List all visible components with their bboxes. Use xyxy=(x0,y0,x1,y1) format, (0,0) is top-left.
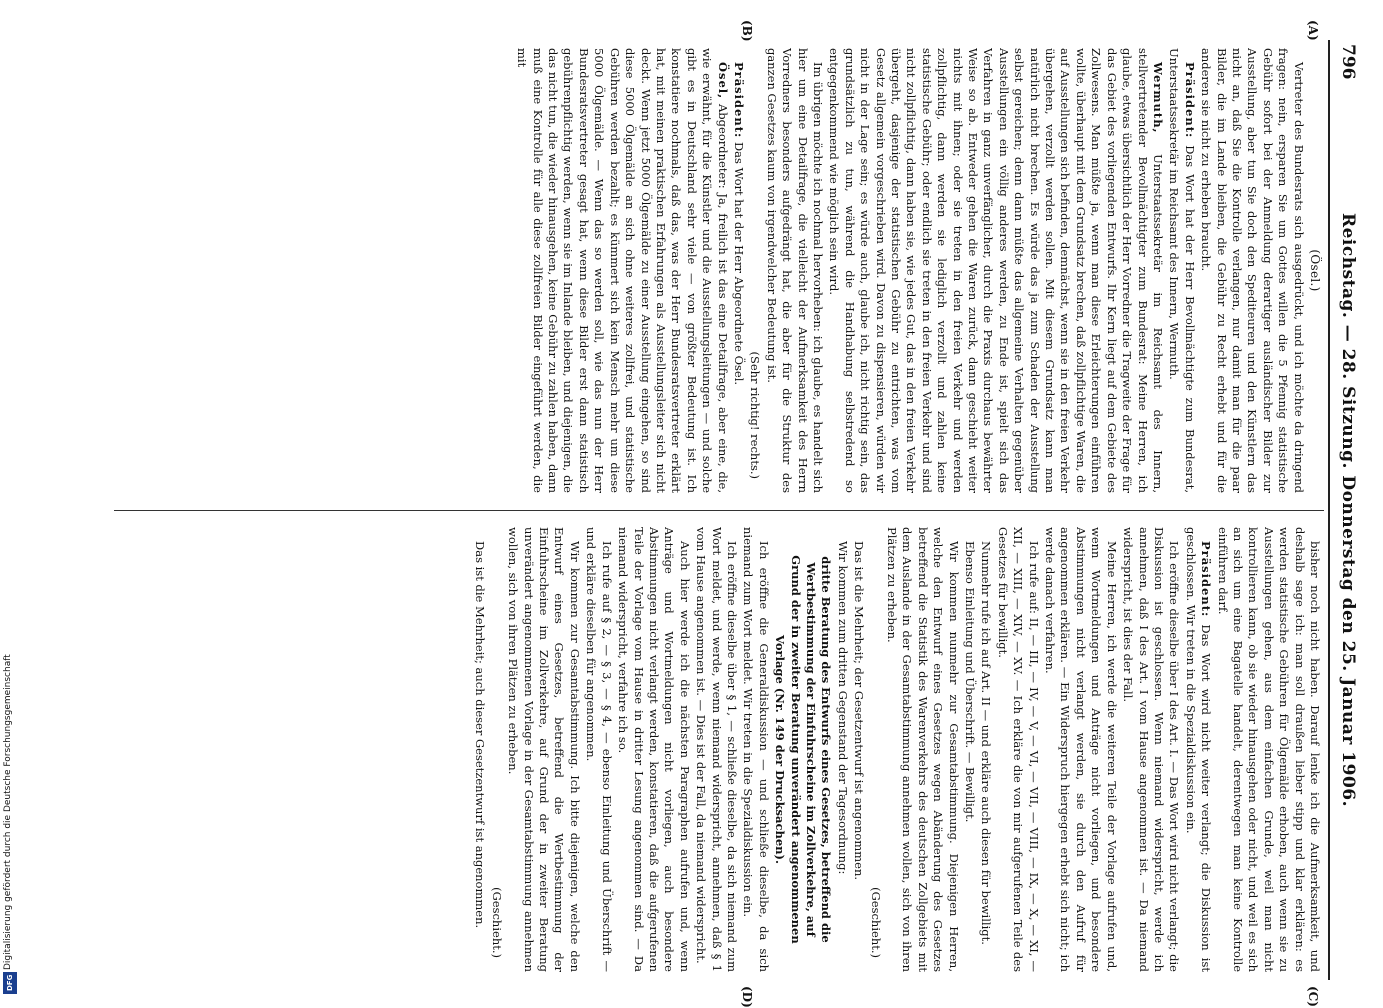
speech-paragraph xyxy=(514,48,730,493)
margin-letter-d: (D) xyxy=(740,986,754,1008)
body-paragraph: Im übrigen möchte ich nochmal hervorheben: ich glaube, es handelt sich hier um eine Detailfrage, die vielleicht der Aufmerksamkeit des Herrn Vorredners besonders aufgedrängt hat, die aber für die Struktur des ganzen Gesetzes kaum von irgendwelcher Bedeutung ist. xyxy=(764,48,825,493)
speech-text: Das Wort hat der Herr Abgeordnete Ösel. xyxy=(731,141,746,386)
body-paragraph: Ich eröffne dieselbe über I des Art. I. — Das Wort wird nicht verlangt; die Diskussion ist geschlossen. Wenn niemand widerspricht, werde ich annehmen, daß I des Art. I vom Hause angenommen ist. — Da niemand widerspricht, ist dies der Fall. xyxy=(1121,527,1182,972)
speech-paragraph xyxy=(1182,527,1213,972)
body-paragraph: bisher noch nicht haben. Darauf lenke ich die Aufmerksamkeit, und deshalb sage ich: man soll draußen lieber stipp und klar erklären: es werden statistische Gebühren für Ölgemälde erhoben, auch wenn sie zu Ausstellungen gehen, aus dem einfachen Grunde, weil man nicht kontrollieren kann, ob sie wieder hinausgehen oder nicht, und weil es sich an sich um eine Bagatelle handelt, derentwegen man keine Kontrolle einführen darf. xyxy=(1215,527,1322,972)
body-paragraph: Das ist die Mehrheit; auch dieser Gesetzentwurf ist angenommen. xyxy=(473,541,488,929)
speech-text: Unterstaatssekretär im Reichsamt des Innern, stellvertretender Bevollmächtigter zum Bundesrat: Meine Herren, ich glaube, etwas übersichtlich der Herr Vorredner die Tragweite der Frage für das Gebiet des vorliegenden Entwurfs. Ihr Kern liegt auf dem Gebiete des Zollwesens. Man müßte ja, wenn man diese Erleichterungen einführen wollte, überhaupt mit dem Grundsatz brechen, daß zollpflichtige Waren, die auf Ausstellungen sich befinden, demnächst, wenn sie in den freien Verkehr übergehen, verzollt werden sollen. Mit diesem Grundsatz kann man natürlich nicht brechen. Es würde das ja zum Schaden der Ausstellung selbst gereichen; denn dann müßte das allgemeine Verhalten gegenüber Ausstellungen ein völlig anderes werden, zu Ende ist, spielt sich das Verfahren in ganz unverfänglicher, durch die Praxis durchaus bewährter Weise so ab. Entweder gehen die Waren zurück, dann geschieht weiter nichts mit ihnen; oder sie treten in den freien Verkehr und werden zollpflichtig, dann werden sie lediglich verzollt und zahlen keine statistische Gebühr; oder endlich sie treten in den freien Verkehr und sind nicht zollpflichtig, dann haben sie, wie jedes Gut, das in den freien Verkehr übergeht, dasjenige der statistischen Gebühr zu entrichten, was vom Gesetz allgemein vorgeschrieben wird. Davon zu dispensieren, würden wir nicht in der Lage sein; es würde auch, glaube ich, nicht richtig sein, das grundsätzlich zu tun, während die Handhabung selbstredend so entgegenkommend wie möglich sein wird. xyxy=(827,48,1165,493)
running-title: Reichstag. — 28. Sitzung. Donnerstag den 25. Januar 1906. xyxy=(1338,212,1358,808)
digitization-note: Digitalisierung gefördert durch die Deutsche Forschungsgemeinschaft xyxy=(3,654,13,970)
body-paragraph: Ich rufe auf: II, — III, — IV, — V, — VI, — VII, — VIII, — IX, — X, — XI, — XII, — XIII, — XIV, — XV. — Ich erkläre die von mir aufgerufenen Teile des Gesetzes für bewilligt. xyxy=(995,527,1041,972)
body-paragraph: Meine Herren, ich werde die weiteren Teile der Vorlage aufrufen und, wenn Wortmeldungen und Anträge nicht vorliegen, und besondere Abstimmungen nicht verlangt werden, sie durch den Aufruf für angenommen erklären. — Ein Widerspruch hiergegen erhebt sich nicht; ich werde danach verfahren. xyxy=(1043,527,1119,972)
body-paragraph: Auch hier werde ich die nächsten Paragraphen aufrufen und, wenn Anträge und Wortmeldungen nicht vorliegen, auch besondere Abstimmungen nicht verlangt werden, konstatieren, daß die aufgerufenen Teile der Vorlage vom Hause in dritter Lesung angenommen sind. — Da niemand widerspricht, verfahre ich so. xyxy=(616,527,692,972)
speaker-tag: (Ösel.) xyxy=(1308,249,1322,292)
agenda-item: dritte Beratung des Entwurfs eines Gesetzes, betreffend die Wertbestimmung der Einfuhrscheine im Zollverkehre, auf Grund der in zweiter Beratung unverändert angenommenen Vorlage (Nr. 149 der Drucksachen). xyxy=(773,555,834,944)
speech-paragraph xyxy=(1166,48,1197,493)
speaker-name: Präsident: xyxy=(731,62,746,139)
right-column xyxy=(107,527,1322,972)
speaker-name: Präsident: xyxy=(1182,62,1197,139)
margin-letter-a: (A) xyxy=(1306,20,1320,41)
body-paragraph: Wir kommen zur Gesamtabstimmung. Ich bitte diejenigen, welche den Entwurf eines Gesetzes, betreffend die Wertbestimmung der Einfuhrscheine im Zollverkehre, auf Grund der in zweiter Beratung unverändert angenommenen Vorlage in der Gesamtabstimmung annehmen wollen, sich von ihren Plätzen zu erheben. xyxy=(506,527,582,972)
speaker-name: Präsident: xyxy=(1199,541,1214,618)
column-rule xyxy=(114,510,1324,511)
speech-text: Abgeordneter: Ja, freilich ist das eine Detailfrage, aber eine, die, wie erwähnt, für die Künstler und die Ausstellungsleitungen — und solche gibt es in Deutschland sehr viele — von größter Bedeutung ist. Ich konstatiere nochmals, daß das, was der Herr Bundesratsvertreter erklärt hat, mit meinen praktischen Erfahrungen als Ausstellungsleiter sich nicht deckt. Wenn jetzt 5000 Ölgemälde zu einer Ausstellung eingehen, so sind diese 5000 Ölgemälde an sich ohne weiteres zollfrei, und statistische Gebühren werden bezahlt; es kümmert sich kein Mensch mehr um diese 5000 Ölgemälde. — Wenn das so werden soll, wie das nun der Herr Bundesratsvertreter gesagt hat, wenn diese Bilder erst dann statistisch gebührenpflichtig werden, wenn sie im Inlande bleiben, und diejenigen, die das nicht tun, die wieder hinausgehen, keine Gebühr zu zahlen haben, dann muß eine Kontrolle für alle diese zollfreien Bilder eingeführt werden, die mit xyxy=(515,48,730,493)
body-paragraph: Das ist die Mehrheit; der Gesetzentwurf ist angenommen. xyxy=(852,541,867,881)
left-column xyxy=(107,48,1322,493)
body-paragraph: Vertreter des Bundesrats sich ausgedrückt, und ich möchte da dringend fragen: nein, ersparen Sie um Gottes willen die 5 Pfennig statistische Gebühr sofort bei der Anmeldung derartiger ausländischer Bilder zur Ausstellung, aber tun Sie doch den Spediteuren und den Künstlern das nicht an, daß Sie die Kontrolle verlangen, nur damit man für die paar Bilder, die im Lande bleiben, die Gebühr zu Recht erhebt und für die anderen sie nicht zu erheben braucht. xyxy=(1199,48,1306,493)
page-number: 796 xyxy=(1338,44,1358,80)
margin-letter-c: (C) xyxy=(1306,986,1320,1007)
speech-text: Das Wort wird nicht weiter verlangt; die Diskussion ist geschlossen. Wir treten in die Spezialdiskussion ein. xyxy=(1183,527,1214,972)
rotated-page xyxy=(100,20,1360,1008)
body-paragraph: Ich rufe auf § 2, — § 3, — § 4, — ebenso Einleitung und Überschrift — und erkläre dieselben für angenommen. xyxy=(584,527,614,972)
margin-letter-b: (B) xyxy=(740,20,754,42)
reaction-note: (Geschieht.) xyxy=(489,887,504,958)
reaction-note: (Geschieht.) xyxy=(868,887,883,958)
body-paragraph: Ich eröffne dieselbe über § 1, — schließe dieselbe, da sich niemand zum Wort meldet, und werde, wenn niemand widerspricht, annehmen, daß § 1 vom Hause angenommen ist. — Dies ist der Fall, da niemand widerspricht. xyxy=(694,527,739,972)
body-paragraph: Ich eröffne die Generaldiskussion — und schließe dieselbe, da sich niemand zum Wort meldet. Wir treten in die Spezialdiskussion ein. xyxy=(741,527,771,972)
speech-text: Das Wort hat der Herr Bevollmächtigte zum Bundesrat, Unterstaatssekretär im Reichsamt des Innern, Wermuth. xyxy=(1167,48,1197,493)
speaker-name: Wermuth, xyxy=(1150,62,1165,134)
dfg-logo: DFG xyxy=(3,972,17,994)
body-paragraph: Wir kommen zum dritten Gegenstand der Tagesordnung: xyxy=(835,541,850,875)
speaker-name: Ösel, xyxy=(715,62,730,100)
speech-paragraph xyxy=(731,48,746,493)
body-paragraph: Ebenso Einleitung und Überschrift. — Bewilligt. xyxy=(963,541,978,823)
body-paragraph: Nunmehr rufe ich auf Art. II — und erkläre auch diesen für bewilligt. xyxy=(979,541,994,945)
digitization-strip xyxy=(0,0,22,1000)
body-paragraph: Wir kommen nunmehr zur Gesamtabstimmung. Diejenigen Herren, welche den Entwurf eines Gesetzes wegen Abänderung des Gesetzes betreffend die Statistik des Warenverkehrs des deutschen Zollgebiets mit dem Auslande in der Gesamtabstimmung annehmen wollen, sich von ihren Plätzen zu erheben. xyxy=(885,527,961,972)
header-rule xyxy=(1328,40,1330,980)
running-head xyxy=(1332,40,1360,980)
reaction-note: (Sehr richtig! rechts.) xyxy=(748,351,763,479)
speech-paragraph xyxy=(826,48,1165,493)
